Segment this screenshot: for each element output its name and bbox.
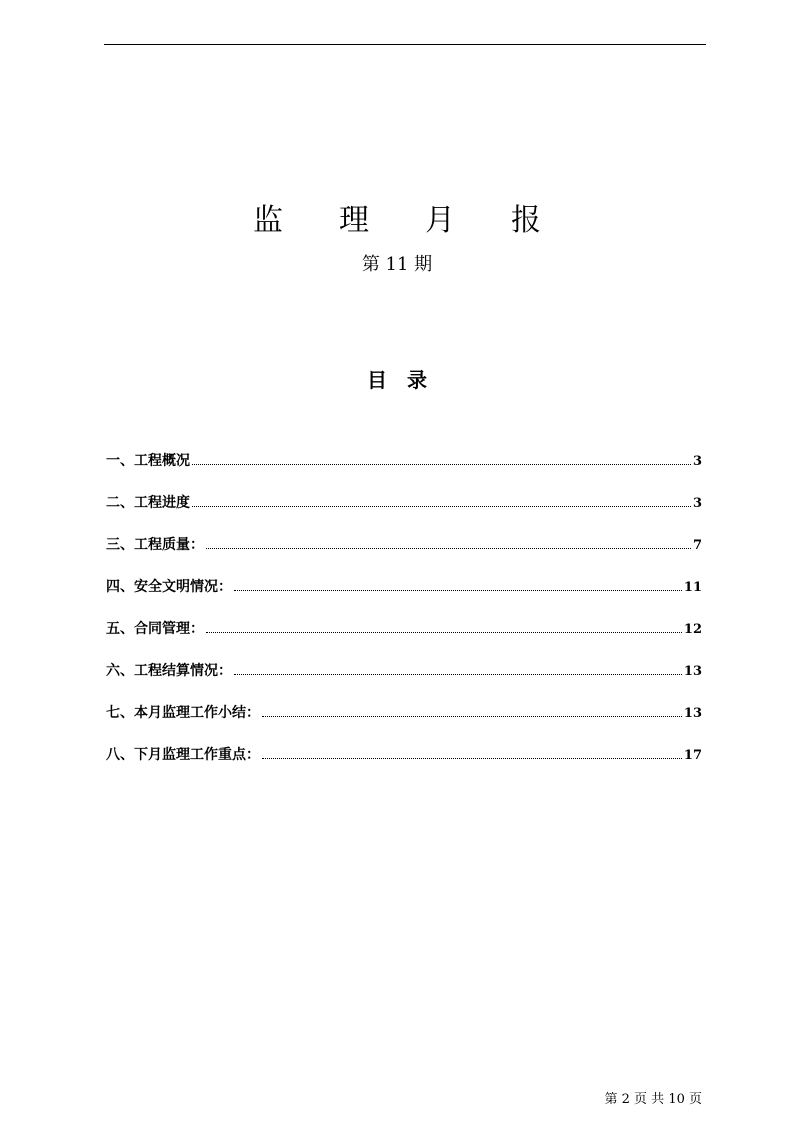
table-of-contents — [106, 450, 702, 786]
toc-heading-char: 录 — [407, 368, 427, 392]
toc-leader-dots — [234, 674, 682, 675]
toc-entry-page: 13 — [683, 664, 702, 679]
toc-entry-page: 11 — [683, 580, 702, 595]
toc-entry-safety[interactable] — [106, 576, 702, 618]
toc-entry-monthly-summary[interactable] — [106, 702, 702, 744]
toc-entry-progress[interactable] — [106, 492, 702, 534]
toc-entry-label: 五、合同管理： — [106, 621, 204, 637]
toc-entry-page: 17 — [683, 748, 702, 763]
toc-entry-label: 七、本月监理工作小结： — [106, 705, 260, 721]
report-title — [0, 200, 794, 242]
toc-heading-char: 目 — [367, 368, 387, 392]
title-char: 报 — [511, 203, 541, 238]
title-char: 监 — [253, 203, 283, 238]
toc-entry-settlement[interactable] — [106, 660, 702, 702]
toc-entry-label: 四、安全文明情况： — [106, 579, 232, 595]
header-rule — [104, 44, 706, 45]
toc-leader-dots — [206, 548, 691, 549]
title-char: 月 — [425, 203, 455, 238]
toc-entry-label: 三、工程质量： — [106, 537, 204, 553]
issue-number: 第 11 期 — [361, 254, 433, 275]
toc-entry-page: 3 — [692, 454, 702, 469]
toc-entry-next-month-focus[interactable] — [106, 744, 702, 786]
toc-entry-page: 3 — [692, 496, 702, 511]
toc-entry-quality[interactable] — [106, 534, 702, 576]
toc-entry-page: 13 — [683, 706, 702, 721]
toc-entry-contract[interactable] — [106, 618, 702, 660]
toc-leader-dots — [206, 632, 682, 633]
toc-leader-dots — [262, 758, 682, 759]
toc-leader-dots — [262, 716, 682, 717]
toc-leader-dots — [192, 506, 691, 507]
toc-entry-page: 12 — [683, 622, 702, 637]
toc-entry-label: 二、工程进度 — [106, 495, 190, 511]
page-footer: 第 2 页 共 10 页 — [604, 1092, 702, 1107]
toc-leader-dots — [192, 464, 691, 465]
toc-entry-page: 7 — [692, 538, 702, 553]
toc-entry-overview[interactable] — [106, 450, 702, 492]
toc-entry-label: 八、下月监理工作重点： — [106, 747, 260, 763]
toc-entry-label: 一、工程概况 — [106, 453, 190, 469]
toc-leader-dots — [234, 590, 682, 591]
title-char: 理 — [339, 203, 369, 238]
toc-heading — [0, 366, 794, 394]
toc-entry-label: 六、工程结算情况： — [106, 663, 232, 679]
